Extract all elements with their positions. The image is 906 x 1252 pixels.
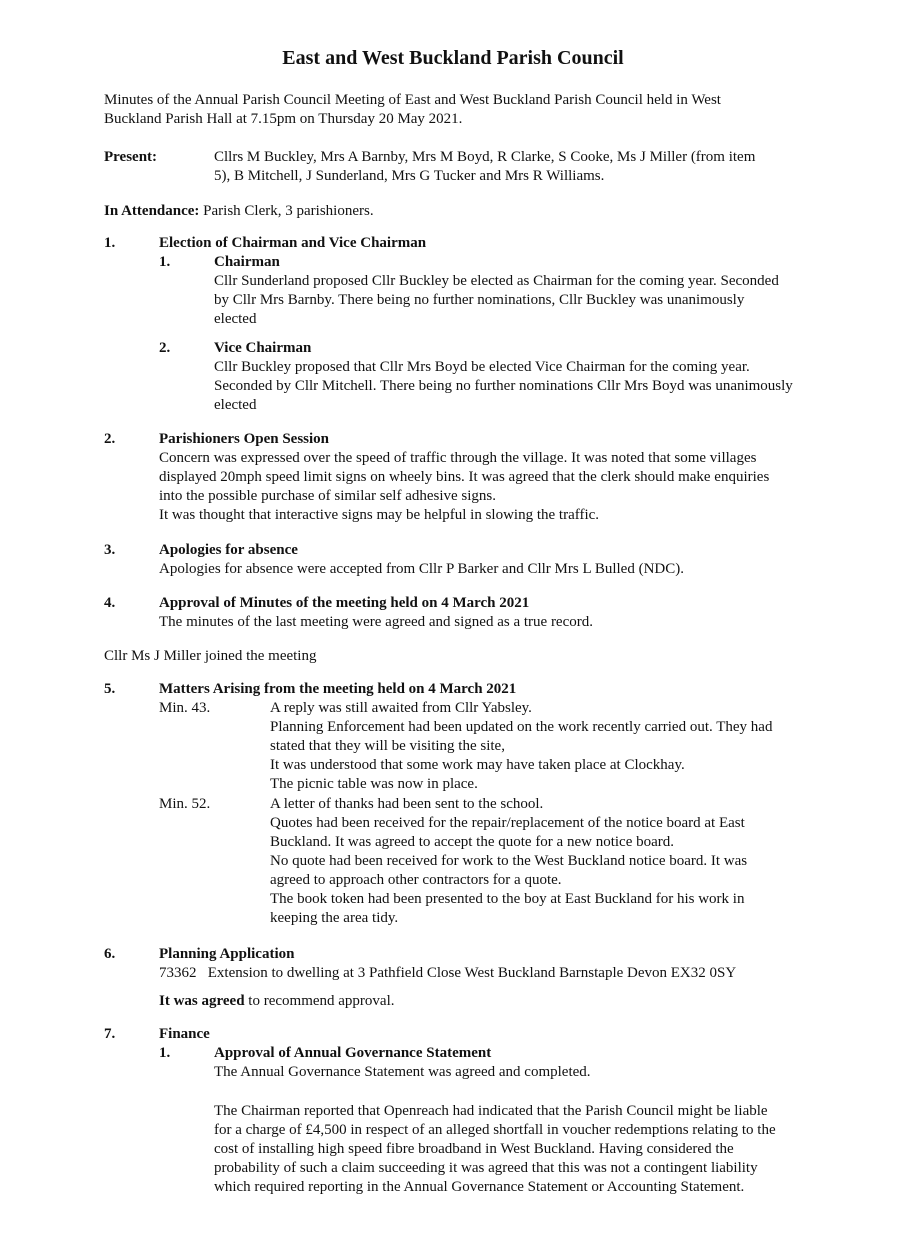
attendance-text: Parish Clerk, 3 parishioners. (199, 203, 374, 219)
item-heading: Planning Application (159, 946, 295, 962)
item-number: 7. (104, 1026, 116, 1042)
body-line: The Chairman reported that Openreach had indicated that the Parish Council might be liable (214, 1103, 768, 1119)
subitem-heading: Approval of Annual Governance Statement (214, 1045, 492, 1061)
body-line: Cllr Sunderland proposed Cllr Buckley be elected as Chairman for the coming year. Seconded (214, 273, 779, 289)
body-line: displayed 20mph speed limit signs on wheely bins. It was agreed that the clerk should make enquiries (159, 469, 770, 485)
document-title: East and West Buckland Parish Council (282, 47, 624, 69)
subitem-number: 1. (159, 254, 171, 270)
body-line: into the possible purchase of similar self adhesive signs. (159, 488, 497, 504)
body-line: A letter of thanks had been sent to the school. (270, 796, 544, 812)
present-line: 5), B Mitchell, J Sunderland, Mrs G Tucker and Mrs R Williams. (214, 168, 605, 184)
item-heading: Apologies for absence (159, 542, 298, 558)
body-line: Concern was expressed over the speed of traffic through the village. It was noted that some villages (159, 450, 757, 466)
attendance-label: In Attendance: (104, 203, 200, 219)
attendance (104, 202, 374, 221)
body-line: which required reporting in the Annual Governance Statement or Accounting Statement. (214, 1179, 745, 1195)
minute-label: Min. 52. (159, 796, 211, 812)
subitem-number: 1. (159, 1045, 171, 1061)
minute-label: Min. 43. (159, 700, 211, 716)
subitem-heading: Vice Chairman (214, 340, 312, 356)
intro-paragraph (104, 91, 864, 129)
item-heading: Parishioners Open Session (159, 431, 330, 447)
body-line: Planning Enforcement had been updated on the work recently carried out. They had (270, 719, 773, 735)
body-line: It was understood that some work may have taken place at Clockhay. (270, 757, 685, 773)
item-number: 2. (104, 431, 116, 447)
body-line: The picnic table was now in place. (270, 776, 478, 792)
body-line: A reply was still awaited from Cllr Yabsley. (270, 700, 532, 716)
item-body (159, 449, 859, 525)
body-line: The book token had been presented to the boy at East Buckland for his work in (270, 891, 745, 907)
present-list (214, 148, 874, 186)
item-number: 3. (104, 542, 116, 558)
subitem-body (214, 272, 856, 329)
subitem-body: The Annual Governance Statement was agreed and completed. (214, 1064, 591, 1080)
item-number: 5. (104, 681, 116, 697)
subitem-number: 2. (159, 340, 171, 356)
body-line: probability of such a claim succeeding it was agreed that this was not a contingent liability (214, 1160, 758, 1176)
body-line: Buckland. It was agreed to accept the quote for a new notice board. (270, 834, 675, 850)
body-line: agreed to approach other contractors for a quote. (270, 872, 562, 888)
item-body: The minutes of the last meeting were agreed and signed as a true record. (159, 614, 593, 630)
subitem-body (214, 358, 856, 415)
minute-body (270, 699, 870, 794)
item-heading: Finance (159, 1026, 210, 1042)
body-line: Seconded by Cllr Mitchell. There being no further nominations Cllr Mrs Boyd was unanimously (214, 378, 793, 394)
present-line: Cllrs M Buckley, Mrs A Barnby, Mrs M Boyd, R Clarke, S Cooke, Ms J Miller (from item (214, 149, 756, 165)
openreach-paragraph (214, 1102, 864, 1197)
item-number: 1. (104, 235, 116, 251)
item-heading: Election of Chairman and Vice Chairman (159, 235, 427, 251)
present-label: Present: (104, 149, 158, 165)
body-line: by Cllr Mrs Barnby. There being no further nominations, Cllr Buckley was unanimously (214, 292, 745, 308)
body-line: elected (214, 397, 257, 413)
item-number: 4. (104, 595, 116, 611)
planning-application: 73362 Extension to dwelling at 3 Pathfield Close West Buckland Barnstaple Devon EX32 0SY (159, 965, 737, 981)
item-number: 6. (104, 946, 116, 962)
item-heading: Matters Arising from the meeting held on 4 March 2021 (159, 681, 517, 697)
body-line: Cllr Buckley proposed that Cllr Mrs Boyd be elected Vice Chairman for the coming year. (214, 359, 750, 375)
minute-body (270, 795, 870, 928)
planning-resolution (159, 992, 395, 1011)
body-line: for a charge of £4,500 in respect of an alleged shortfall in voucher redemptions relating to the (214, 1122, 776, 1138)
resolution-text: to recommend approval. (244, 993, 395, 1009)
intro-line: Minutes of the Annual Parish Council Meeting of East and West Buckland Parish Council held in West (104, 92, 721, 108)
body-line: cost of installing high speed fibre broadband in West Buckland. Having considered the (214, 1141, 734, 1157)
joined-note: Cllr Ms J Miller joined the meeting (104, 648, 317, 664)
intro-line: Buckland Parish Hall at 7.15pm on Thursday 20 May 2021. (104, 111, 463, 127)
body-line: elected (214, 311, 257, 327)
item-body: Apologies for absence were accepted from Cllr P Barker and Cllr Mrs L Bulled (NDC). (159, 561, 684, 577)
body-line: No quote had been received for work to the West Buckland notice board. It was (270, 853, 748, 869)
resolution-bold: It was agreed (159, 993, 245, 1009)
body-line: stated that they will be visiting the site, (270, 738, 505, 754)
subitem-heading: Chairman (214, 254, 280, 270)
body-line: Quotes had been received for the repair/replacement of the notice board at East (270, 815, 745, 831)
body-line: It was thought that interactive signs may be helpful in slowing the traffic. (159, 507, 600, 523)
body-line: keeping the area tidy. (270, 910, 399, 926)
item-heading: Approval of Minutes of the meeting held on 4 March 2021 (159, 595, 530, 611)
